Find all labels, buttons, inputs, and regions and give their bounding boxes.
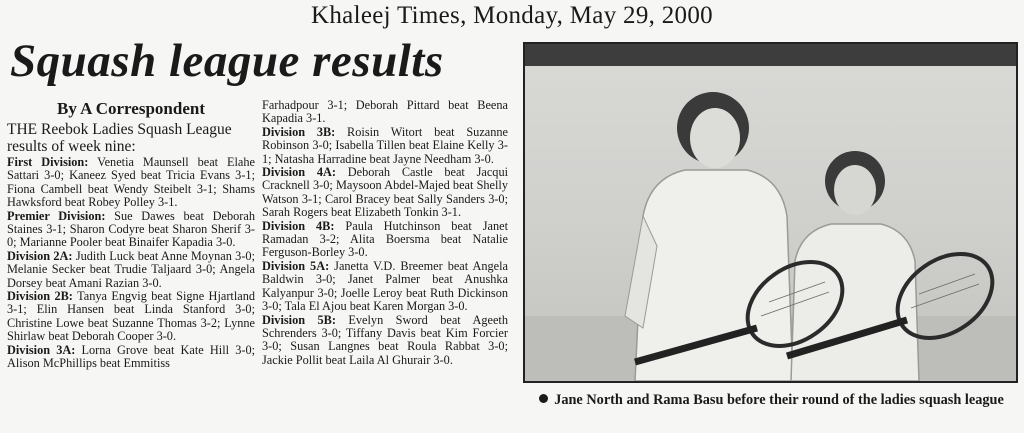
result-text: Venetia Maunsell beat Elahe Sattari 3-0; Kaneez Syed beat Tricia Evans 3-1; Fiona Cambell beat Wendy Steibelt 3-1; Shams Hawksford beat Robey Polley 3-1. [7, 155, 255, 210]
bullet-icon [539, 394, 548, 403]
division-label: Division 3A: [7, 342, 76, 357]
result-text: Deborah Castle beat Jacqui Cracknell 3-0; Maysoon Abdel-Majed beat Shelly Watson 3-1; Carol Bracey beat Sally Sanders 3-0; Sarah Rogers beat Elizabeth Tonkin 3-1. [262, 165, 509, 220]
results-list-2 [262, 99, 508, 367]
headline: Squash league results [10, 35, 444, 87]
result-text: Farhadpour 3-1; Deborah Pittard beat Beena Kapadia 3-1. [262, 98, 508, 126]
result-entry [262, 126, 508, 166]
result-text: Judith Luck beat Anne Moynan 3-0; Melanie Secker beat Trudie Taljaard 3-0; Angela Dorsey beat Amani Razian 3-0. [7, 248, 255, 290]
caption-text: Jane North and Rama Basu before their round of the ladies squash league [554, 392, 1004, 408]
news-photo [523, 42, 1018, 383]
result-text: Sue Dawes beat Deborah Staines 3-1; Sharon Codyre beat Sharon Sherif 3-0; Marianne Pooler beat Binaifer Kapadia 3-0. [7, 208, 255, 250]
result-entry [262, 314, 508, 368]
article-column-2 [262, 99, 508, 367]
photo-caption [523, 392, 1020, 409]
result-entry [262, 220, 508, 260]
result-text: Lorna Grove beat Kate Hill 3-0; Alison McPhillips beat Emmitiss [7, 342, 256, 371]
division-label: Division 2B: [7, 289, 73, 304]
article-column-1 [7, 99, 255, 371]
results-list-1 [7, 156, 255, 371]
photo-of-two-players-with-rackets-icon [525, 66, 1016, 381]
result-entry [262, 99, 508, 126]
division-label: Division 4A: [262, 165, 336, 180]
division-label: Premier Division: [7, 208, 106, 223]
division-label: Division 5A: [262, 258, 330, 273]
division-label: First Division: [7, 155, 89, 169]
result-text: Paula Hutchinson beat Janet Ramadan 3-2; Alita Boersma beat Natalie Ferguson-Borley 3-0. [262, 218, 508, 260]
division-label: Division 5B: [262, 312, 336, 327]
division-label: Division 2A: [7, 248, 73, 263]
division-label: Division 3B: [262, 124, 336, 139]
result-text: Evelyn Sword beat Ageeth Schrenders 3-0; Tiffany Davis beat Kim Forcier 3-0; Susan Langnes beat Roula Rabbat 3-0; Jackie Pollit beat Laila Al Ghurair 3-0. [262, 312, 508, 367]
lead-paragraph: THE Reebok Ladies Squash League results of week nine: [7, 121, 232, 155]
result-entry [262, 260, 508, 314]
result-text: Tanya Engvig beat Signe Hjartland 3-1; Elin Hansen beat Linda Stanford 3-0; Christine Lowe beat Suzanne Thomas 3-2; Lynne Shirlaw beat Deborah Cooper 3-0. [7, 289, 255, 344]
division-label: Division 4B: [262, 218, 335, 233]
result-entry [7, 290, 255, 344]
byline: By A Correspondent [57, 99, 205, 118]
result-text: Roisin Witort beat Suzanne Robinson 3-0; Isabella Tillen beat Elaine Kelly 3-1; Natasha Harradine beat Jayne Needham 3-0. [262, 124, 509, 166]
result-text: Janetta V.D. Breemer beat Angela Baldwin 3-0; Janet Palmer beat Anushka Kalyanpur 3-0; Joelle Leroy beat Ruth Dickinson 3-0; Tala El Ajou beat Karen Morgan 3-0. [262, 258, 508, 314]
masthead: Khaleej Times, Monday, May 29, 2000 [311, 2, 713, 29]
result-entry [262, 166, 508, 220]
photo-top-bar [525, 44, 1016, 66]
result-entry [7, 210, 255, 250]
result-entry [7, 250, 255, 290]
result-entry [7, 156, 255, 210]
result-entry [7, 344, 255, 371]
